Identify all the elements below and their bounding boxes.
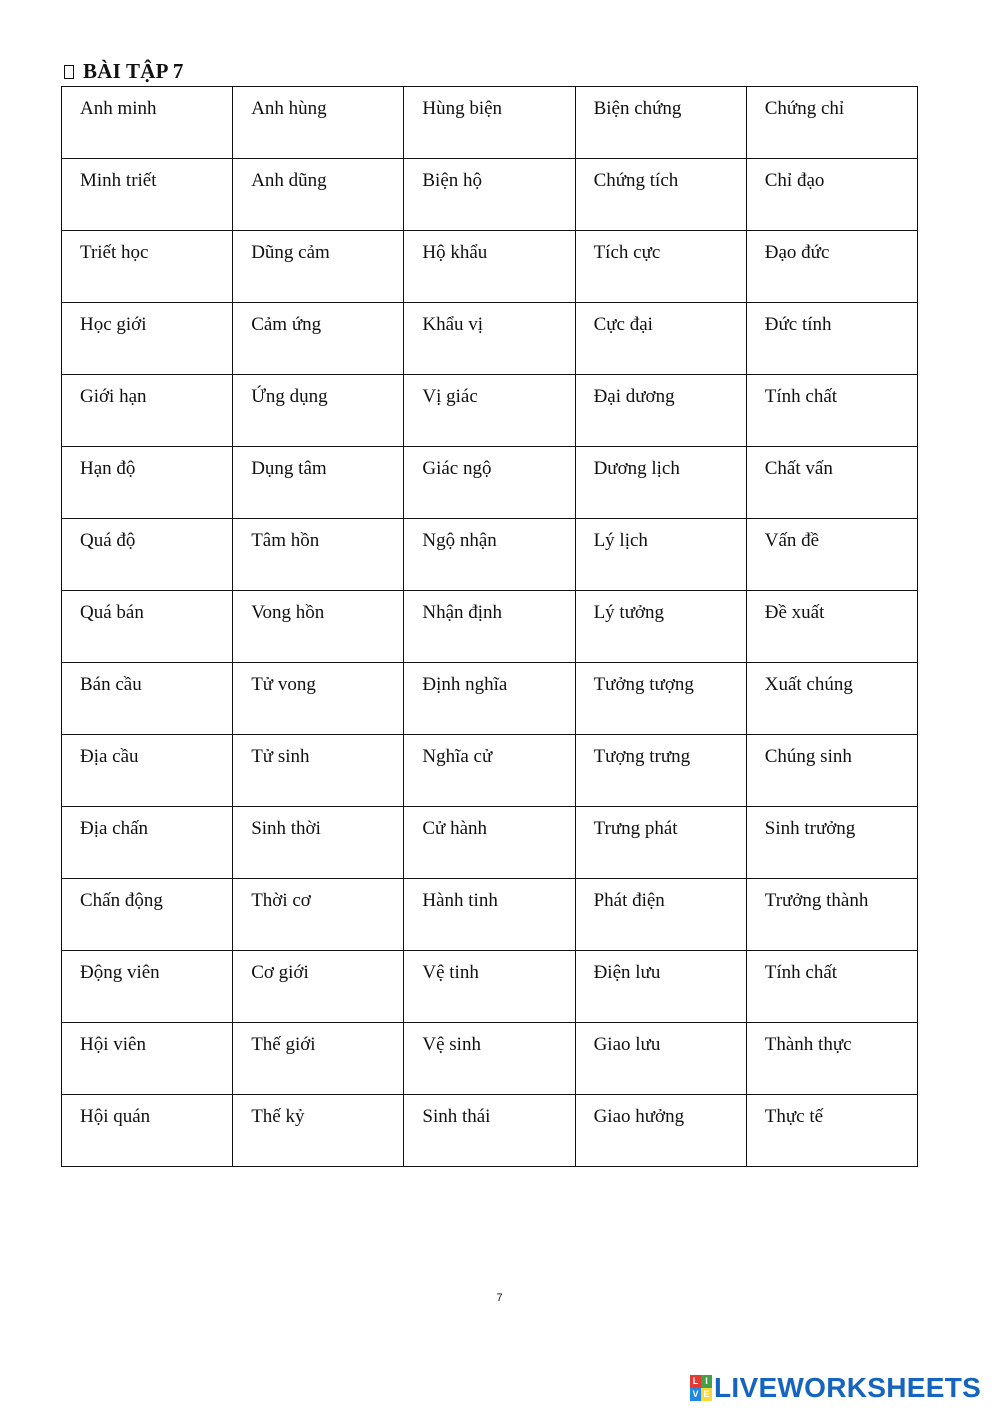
logo-letter: V — [690, 1388, 701, 1401]
word-text: Quá độ — [80, 530, 136, 551]
word-text: Điện lưu — [593, 962, 661, 983]
word-text: Dũng cảm — [251, 242, 330, 263]
grid-cell — [575, 519, 746, 591]
word-text: Học giới — [80, 314, 147, 335]
grid-cell — [404, 951, 575, 1023]
grid-cell — [575, 951, 746, 1023]
grid-cell — [233, 735, 404, 807]
grid-cell — [575, 591, 746, 663]
grid-cell — [233, 375, 404, 447]
grid-row — [62, 663, 918, 735]
logo-letter: I — [701, 1375, 712, 1388]
grid-cell — [575, 303, 746, 375]
word-text: Chất vấn — [764, 458, 833, 479]
word-text: Xuất chúng — [764, 674, 853, 695]
word-text: Thành thực — [764, 1034, 852, 1055]
exercise-title — [64, 59, 184, 84]
word-text: Giới hạn — [80, 386, 147, 407]
grid-row — [62, 1023, 918, 1095]
grid-row — [62, 735, 918, 807]
word-text: Giao hưởng — [593, 1106, 685, 1127]
word-text: Chấn động — [80, 890, 163, 911]
liveworksheets-brand — [690, 1372, 981, 1404]
grid-cell — [746, 663, 917, 735]
grid-cell — [62, 519, 233, 591]
word-text: Biện chứng — [593, 98, 682, 119]
word-text: Cơ giới — [251, 962, 309, 983]
grid-cell — [62, 231, 233, 303]
word-text: Thế kỷ — [251, 1106, 305, 1127]
word-text: Chứng tích — [593, 170, 679, 191]
grid-cell — [233, 1023, 404, 1095]
word-text: Động viên — [80, 962, 160, 983]
grid-cell — [233, 231, 404, 303]
grid-cell — [575, 735, 746, 807]
word-grid — [61, 86, 918, 1167]
word-text: Vấn đề — [764, 530, 820, 551]
word-text: Vệ sinh — [422, 1034, 481, 1055]
word-text: Tính chất — [764, 386, 838, 407]
logo-letter: E — [701, 1388, 712, 1401]
word-text: Trưng phát — [593, 818, 678, 839]
grid-row — [62, 375, 918, 447]
grid-cell — [62, 1023, 233, 1095]
grid-cell — [746, 375, 917, 447]
grid-row — [62, 159, 918, 231]
grid-cell — [746, 1095, 917, 1167]
word-text: Nhận định — [422, 602, 503, 623]
word-text: Cảm ứng — [251, 314, 322, 335]
word-text: Thực tế — [764, 1106, 824, 1127]
grid-row — [62, 951, 918, 1023]
word-text: Định nghĩa — [422, 674, 508, 695]
grid-cell — [746, 591, 917, 663]
word-text: Dương lịch — [593, 458, 680, 479]
word-text: Thế giới — [251, 1034, 316, 1055]
grid-cell — [233, 1095, 404, 1167]
word-text: Chúng sinh — [764, 746, 852, 767]
grid-cell — [404, 87, 575, 159]
grid-cell — [62, 735, 233, 807]
grid-cell — [746, 735, 917, 807]
grid-cell — [746, 807, 917, 879]
grid-cell — [62, 951, 233, 1023]
grid-cell — [62, 303, 233, 375]
word-text: Giao lưu — [593, 1034, 661, 1055]
grid-cell — [233, 663, 404, 735]
grid-cell — [62, 1095, 233, 1167]
word-text: Tử vong — [251, 674, 316, 695]
word-text: Tưởng tượng — [593, 674, 694, 695]
word-text: Cử hành — [422, 818, 488, 839]
grid-cell — [404, 663, 575, 735]
grid-cell — [575, 87, 746, 159]
word-text: Tính chất — [764, 962, 838, 983]
word-text: Cực đại — [593, 314, 653, 335]
missing-glyph-icon — [64, 65, 74, 79]
grid-cell — [746, 447, 917, 519]
page-number: 7 — [496, 1292, 503, 1304]
word-text: Nghĩa cử — [422, 746, 493, 767]
grid-row — [62, 807, 918, 879]
word-text: Hội quán — [80, 1106, 151, 1127]
word-text: Minh triết — [80, 170, 157, 191]
grid-cell — [575, 663, 746, 735]
word-text: Thời cơ — [251, 890, 311, 911]
grid-cell — [62, 879, 233, 951]
grid-cell — [62, 447, 233, 519]
grid-cell — [575, 879, 746, 951]
word-text: Vị giác — [422, 386, 478, 407]
liveworksheets-logo-icon — [690, 1375, 712, 1401]
word-text: Tâm hồn — [251, 530, 320, 551]
grid-cell — [746, 231, 917, 303]
grid-cell — [233, 87, 404, 159]
word-text: Vệ tinh — [422, 962, 479, 983]
grid-cell — [233, 807, 404, 879]
word-text: Dụng tâm — [251, 458, 327, 479]
grid-cell — [404, 807, 575, 879]
grid-cell — [575, 231, 746, 303]
word-text: Trưởng thành — [764, 890, 869, 911]
grid-cell — [404, 735, 575, 807]
grid-cell — [404, 303, 575, 375]
word-text: Hạn độ — [80, 458, 136, 479]
grid-row — [62, 591, 918, 663]
grid-row — [62, 879, 918, 951]
word-text: Tích cực — [593, 242, 661, 263]
word-text: Ứng dụng — [251, 386, 328, 407]
word-text: Anh hùng — [251, 98, 327, 119]
grid-cell — [404, 1023, 575, 1095]
word-text: Sinh thái — [422, 1106, 491, 1127]
word-text: Tượng trưng — [593, 746, 691, 767]
grid-row — [62, 447, 918, 519]
grid-cell — [575, 375, 746, 447]
grid-cell — [746, 1023, 917, 1095]
word-text: Địa chấn — [80, 818, 149, 839]
grid-cell — [746, 87, 917, 159]
grid-cell — [62, 663, 233, 735]
word-text: Phát điện — [593, 890, 665, 911]
word-text: Chỉ đạo — [764, 170, 825, 191]
word-text: Bán cầu — [80, 674, 142, 695]
word-text: Biện hộ — [422, 170, 483, 191]
word-text: Giác ngộ — [422, 458, 492, 479]
grid-cell — [62, 375, 233, 447]
logo-letter: L — [690, 1375, 701, 1388]
word-text: Anh dũng — [251, 170, 327, 191]
grid-cell — [746, 951, 917, 1023]
word-text: Địa cầu — [80, 746, 139, 767]
word-text: Hộ khẩu — [422, 242, 488, 263]
word-text: Triết học — [80, 242, 149, 263]
grid-cell — [62, 159, 233, 231]
word-text: Ngộ nhận — [422, 530, 497, 551]
word-text: Chứng chỉ — [764, 98, 845, 119]
grid-cell — [62, 807, 233, 879]
grid-cell — [575, 807, 746, 879]
word-text: Lý lịch — [593, 530, 648, 551]
grid-cell — [746, 519, 917, 591]
grid-cell — [233, 879, 404, 951]
grid-cell — [62, 87, 233, 159]
word-text: Anh minh — [80, 98, 157, 119]
grid-cell — [575, 447, 746, 519]
grid-cell — [404, 519, 575, 591]
grid-cell — [233, 591, 404, 663]
word-text: Hùng biện — [422, 98, 503, 119]
grid-cell — [575, 1095, 746, 1167]
grid-cell — [404, 231, 575, 303]
word-text: Sinh trưởng — [764, 818, 856, 839]
grid-cell — [575, 159, 746, 231]
word-text: Sinh thời — [251, 818, 321, 839]
word-text: Hội viên — [80, 1034, 146, 1055]
word-text: Quá bán — [80, 602, 144, 623]
word-text: Đạo đức — [764, 242, 830, 263]
grid-cell — [62, 591, 233, 663]
grid-cell — [404, 591, 575, 663]
grid-cell — [404, 159, 575, 231]
brand-name: LIVEWORKSHEETS — [714, 1372, 982, 1403]
word-text: Hành tinh — [422, 890, 498, 911]
grid-cell — [233, 303, 404, 375]
grid-cell — [233, 447, 404, 519]
word-text: Vong hồn — [251, 602, 325, 623]
word-text: Tử sinh — [251, 746, 310, 767]
grid-row — [62, 231, 918, 303]
grid-cell — [233, 951, 404, 1023]
grid-row — [62, 87, 918, 159]
grid-row — [62, 1095, 918, 1167]
word-text: Lý tưởng — [593, 602, 665, 623]
grid-cell — [746, 879, 917, 951]
word-text: Đức tính — [764, 314, 832, 335]
word-text: Đại dương — [593, 386, 675, 407]
grid-cell — [404, 1095, 575, 1167]
grid-cell — [233, 159, 404, 231]
grid-cell — [575, 1023, 746, 1095]
exercise-title-text: BÀI TẬP 7 — [83, 59, 184, 83]
word-text: Đề xuất — [764, 602, 825, 623]
grid-cell — [404, 375, 575, 447]
grid-cell — [233, 519, 404, 591]
grid-cell — [746, 303, 917, 375]
grid-cell — [404, 879, 575, 951]
grid-row — [62, 303, 918, 375]
word-text: Khẩu vị — [422, 314, 484, 335]
grid-cell — [746, 159, 917, 231]
grid-cell — [404, 447, 575, 519]
grid-row — [62, 519, 918, 591]
